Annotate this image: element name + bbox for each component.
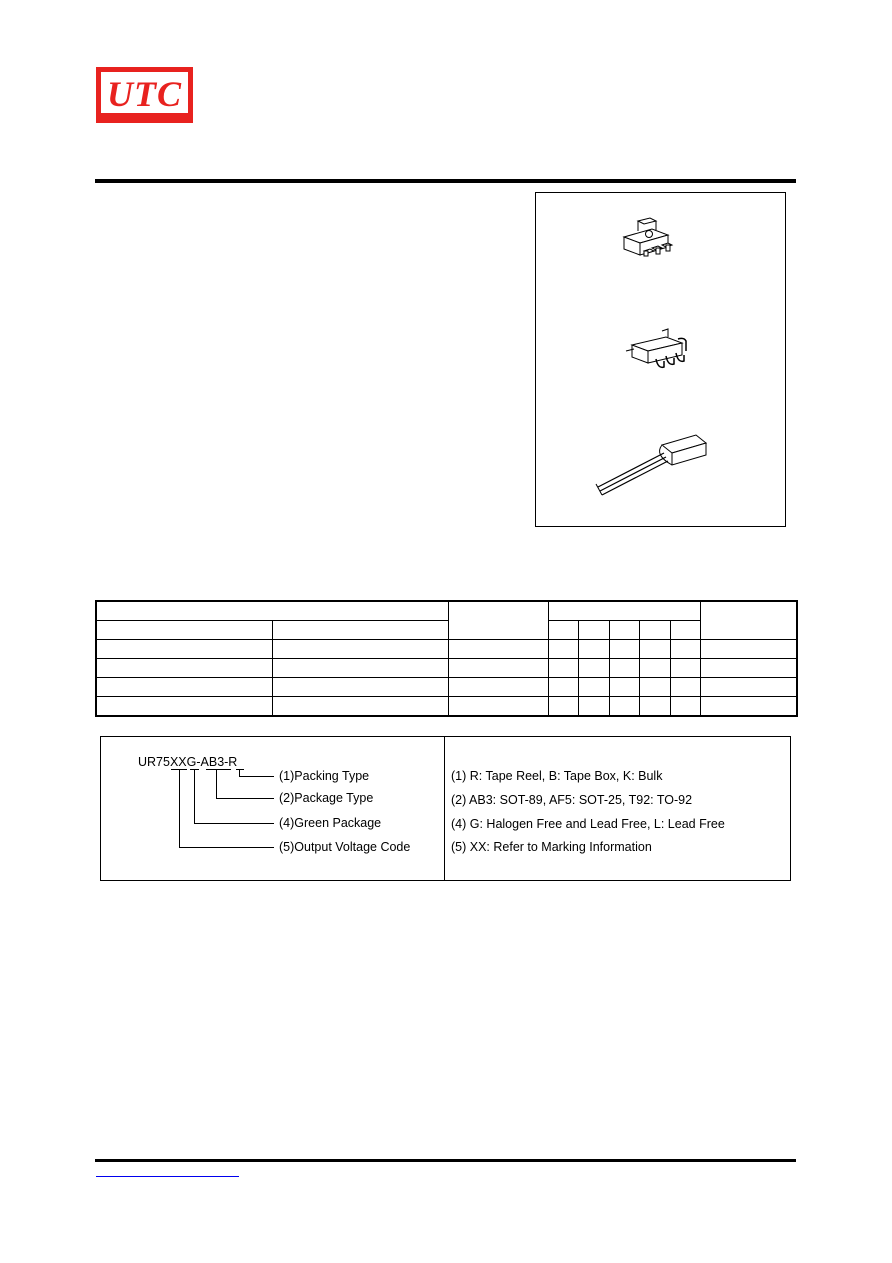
table-cell xyxy=(96,697,272,717)
table-cell xyxy=(670,640,700,659)
desc-output-voltage-code: (5) XX: Refer to Marking Information xyxy=(451,840,652,854)
table-cell xyxy=(272,640,448,659)
table-cell xyxy=(700,640,797,659)
table-cell xyxy=(609,697,639,717)
table-cell xyxy=(670,621,700,640)
table-cell xyxy=(448,678,548,697)
table-cell xyxy=(548,621,578,640)
table-cell xyxy=(700,678,797,697)
table-cell xyxy=(670,659,700,678)
desc-package-type: (2) AB3: SOT-89, AF5: SOT-25, T92: TO-92 xyxy=(451,793,693,807)
table-cell xyxy=(578,640,609,659)
desc-green-package: (4) G: Halogen Free and Lead Free, L: Lead Free xyxy=(451,817,725,831)
label-packing-type: (1)Packing Type xyxy=(279,769,370,783)
ab3-underline xyxy=(206,769,231,770)
table-cell xyxy=(96,601,448,621)
header-rule xyxy=(95,179,796,183)
table-row xyxy=(96,659,797,678)
utc-logo xyxy=(96,67,193,123)
label-package-type: (2)Package Type xyxy=(279,791,374,805)
table-cell xyxy=(639,640,670,659)
part-number: UR75XXG-AB3-R xyxy=(138,755,238,769)
table-cell xyxy=(272,659,448,678)
table-cell xyxy=(578,621,609,640)
table-cell xyxy=(670,678,700,697)
table-cell xyxy=(448,640,548,659)
package-illustration-box xyxy=(535,192,786,527)
desc-packing-type: (1) R: Tape Reel, B: Tape Box, K: Bulk xyxy=(451,769,663,783)
table-row xyxy=(96,640,797,659)
r-underline xyxy=(236,769,244,770)
leader-line-voltage xyxy=(179,847,274,848)
table-cell xyxy=(448,659,548,678)
leader-line-package xyxy=(216,769,217,799)
decode-box-divider xyxy=(444,736,445,881)
table-cell xyxy=(639,659,670,678)
table-cell xyxy=(609,640,639,659)
table-cell xyxy=(548,697,578,717)
sot-89-package-icon xyxy=(616,213,696,273)
table-cell xyxy=(96,621,272,640)
table-cell xyxy=(578,697,609,717)
table-cell xyxy=(609,621,639,640)
table-cell xyxy=(272,697,448,717)
table-cell xyxy=(639,678,670,697)
table-cell xyxy=(609,659,639,678)
table-cell xyxy=(96,678,272,697)
table-cell xyxy=(578,659,609,678)
table-cell xyxy=(700,601,797,640)
table-cell xyxy=(548,678,578,697)
leader-line-package xyxy=(216,798,274,799)
table-cell xyxy=(639,621,670,640)
footer-rule xyxy=(95,1159,796,1162)
table-cell xyxy=(272,621,448,640)
table-cell xyxy=(639,697,670,717)
leader-line-green xyxy=(194,769,195,824)
table-cell xyxy=(700,697,797,717)
table-cell xyxy=(700,659,797,678)
table-cell xyxy=(96,640,272,659)
table-subheader-row xyxy=(96,621,797,640)
table-header-row xyxy=(96,601,797,621)
leader-line-voltage xyxy=(179,769,180,848)
table-cell xyxy=(670,697,700,717)
to-92-package-icon xyxy=(592,431,722,501)
table-row xyxy=(96,678,797,697)
label-green-package: (4)Green Package xyxy=(279,816,382,830)
label-output-voltage-code: (5)Output Voltage Code xyxy=(279,840,411,854)
table-cell xyxy=(548,640,578,659)
sot-25-package-icon xyxy=(622,323,702,383)
footer-link[interactable] xyxy=(96,1176,239,1177)
table-cell xyxy=(578,678,609,697)
table-cell xyxy=(448,601,548,640)
logo-text: UTC xyxy=(107,74,182,114)
ordering-table xyxy=(95,600,798,717)
table-cell xyxy=(548,601,700,621)
leader-line-packing xyxy=(239,776,274,777)
table-cell xyxy=(96,659,272,678)
table-row xyxy=(96,697,797,717)
table-cell xyxy=(609,678,639,697)
table-cell xyxy=(272,678,448,697)
table-cell xyxy=(548,659,578,678)
table-cell xyxy=(448,697,548,717)
leader-line-green xyxy=(194,823,274,824)
